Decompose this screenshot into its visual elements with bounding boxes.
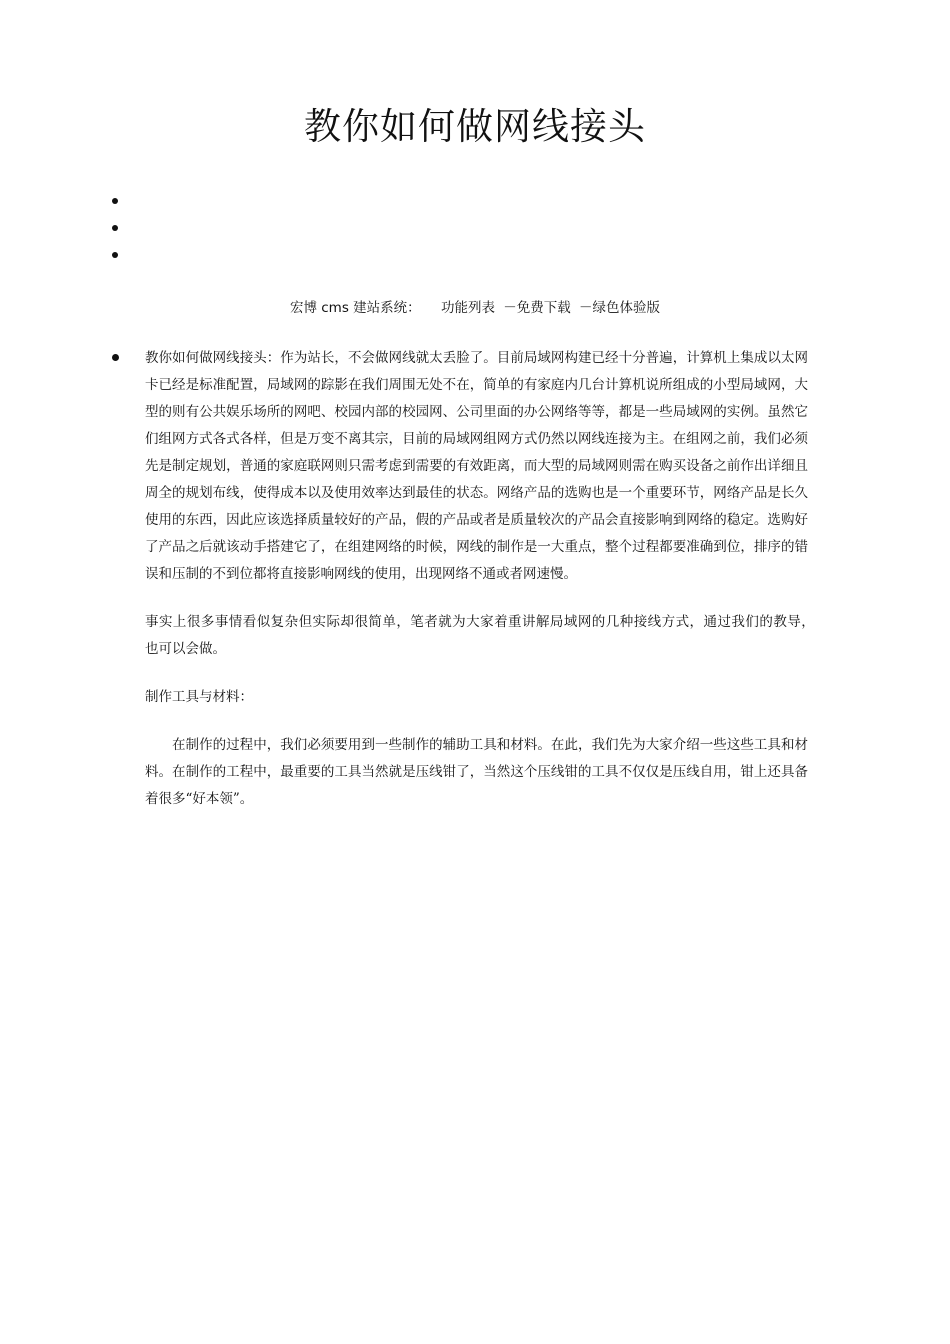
section-heading-tools: 制作工具与材料：: [145, 689, 253, 705]
paragraph-intro: 教你如何做网线接头：作为站长，不会做网线就太丢脸了。目前局域网构建已经十分普遍，计算机上集成以太网卡已经是标准配置，局域网的踪影在我们周围无处不在，简单的有家庭内几台计算机说所组成的小型局域网，大型的则有公共娱乐场所的网吧、校园内部的校园网、公司里面的办公网络等等，都是一些局域网的实例。虽然它们组网方式各式各样，但是万变不离其宗，目前的局域网组网方式仍然以网线连接为主。在组网之前，我们必须先是制定规划，普通的家庭联网则只需考虑到需要的有效距离，而大型的局域网则需在购买设备之前作出详细且周全的规划布线，使得成本以及使用效率达到最佳的状态。网络产品的选购也是一个重要环节，网络产品是长久使用的东西，因此应该选择质量较好的产品，假的产品或者是质量较次的产品会直接影响到网络的稳定。选购好了产品之后就该动手搭建它了，在组建网络的时候，网线的制作是一大重点，整个过程都要准确到位，排序的错误和压制的不到位都将直接影响网线的使用，出现网络不通或者网速慢。: [145, 350, 808, 582]
list-bullet-icon: [112, 354, 119, 361]
bullet-dot-icon: [112, 225, 118, 231]
bullet-dot-icon: [112, 198, 118, 204]
article-body: [145, 345, 835, 813]
nav-link-download[interactable]: －免费下载: [503, 300, 571, 316]
empty-bullet-list: [112, 198, 118, 279]
bullet-dot-icon: [112, 252, 118, 258]
paragraph-tools: 在制作的过程中，我们必须要用到一些制作的辅助工具和材料。在此，我们先为大家介绍一些这些工具和材料。在制作的工程中，最重要的工具当然就是压线钳了，当然这个压线钳的工具不仅仅是压线自用，钳上还具备着很多“好本领”。: [145, 737, 808, 807]
nav-line: [0, 296, 950, 316]
paragraph-summary: 事实上很多事情看似复杂但实际却很简单，笔者就为大家着重讲解局域网的几种接线方式，通过我们的教导， 也可以会做。: [145, 614, 835, 657]
page-title: 教你如何做网线接头: [304, 105, 646, 148]
nav-link-features[interactable]: 功能列表: [440, 300, 495, 316]
nav-prefix: 宏博 cms 建站系统：: [289, 300, 421, 316]
nav-link-trial[interactable]: －绿色体验版: [579, 300, 661, 316]
